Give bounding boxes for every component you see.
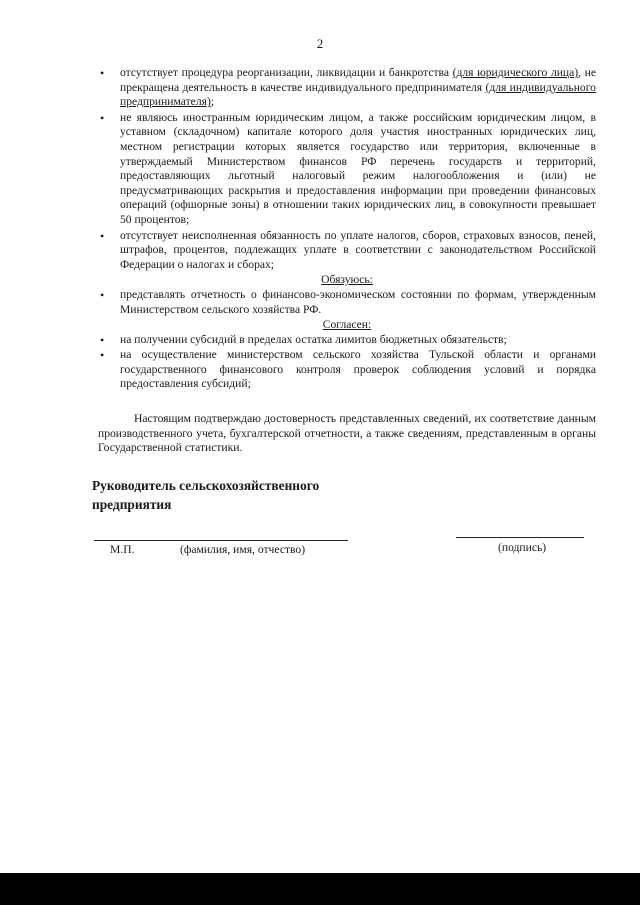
heading-obligate: Обязуюсь: xyxy=(321,273,373,287)
list-item xyxy=(98,66,596,110)
scan-bottom-edge xyxy=(0,873,640,905)
bullet-icon: • xyxy=(100,228,105,243)
bullet-icon: • xyxy=(100,332,105,347)
list-item xyxy=(98,333,596,348)
fio-signature-line xyxy=(94,540,348,541)
underlined-text: (для юридического лица) xyxy=(452,66,579,79)
item-text: на получении субсидий в пределах остатка лимитов бюджетных обязательств; xyxy=(120,332,507,346)
obligations-list xyxy=(98,288,596,317)
director-title-line1: Руководитель сельскохозяйственного xyxy=(92,478,320,493)
list-item xyxy=(98,111,596,228)
underlined-text: (для индивидуального предпринимателя) xyxy=(120,80,596,109)
heading-agree: Согласен: xyxy=(322,318,372,332)
bullet-icon: • xyxy=(100,287,105,302)
item-text: отсутствует процедура реорганизации, ликвидации и банкротства xyxy=(120,66,453,79)
director-title xyxy=(92,476,412,514)
consent-list xyxy=(98,333,596,392)
confirmation-paragraph: Настоящим подтверждаю достоверность представленных сведений, их соответствие данным производственного учета, бухгалтерской отчетности, а также сведениям, представленным в органы Государственной статистики. xyxy=(98,412,596,455)
item-text: отсутствует неисполненная обязанность по уплате налогов, сборов, страховых взносов, пеней, штрафов, процентов, подлежащих уплате в соответствии с законодательством Российской Федерации о налогах и сборах; xyxy=(120,228,596,271)
item-text: ; xyxy=(210,95,215,109)
list-item xyxy=(98,288,596,317)
bullet-icon: • xyxy=(100,110,105,125)
item-text: представлять отчетность о финансово-экономическом состоянии по формам, утвержденным Министерством сельского хозяйства РФ. xyxy=(120,287,596,316)
item-text: на осуществление министерством сельского хозяйства Тульской области и органами государственного финансового контроля проверок соблюдения условий и порядка предоставления субсидий; xyxy=(120,348,596,391)
bullet-icon: • xyxy=(100,66,105,80)
signature-line xyxy=(456,537,584,538)
bullet-icon: • xyxy=(100,348,105,363)
signature-label: (подпись) xyxy=(498,541,547,554)
director-title-line2: предприятия xyxy=(92,497,172,512)
page-number: 2 xyxy=(316,36,324,51)
list-item xyxy=(98,229,596,273)
item-text: не являюсь иностранным юридическим лицом, а также российским юридическим лицом, в уставном (складочном) капитале которого доля участия иностранных юридических лиц, местном регистрации которых является государство или территория, включенные в утверждаемый Министерством финансов РФ перечень государств и территорий, предоставляющих льготный налоговый режим налогообложения и (или) не предусматривающих раскрытия и предоставления информации при проведении финансовых операций (офшорные зоны) в отношении таких юридических лиц, в совокупности превышает 50 процентов; xyxy=(120,110,596,226)
fio-label: (фамилия, имя, отчество) xyxy=(180,543,306,556)
document-body xyxy=(98,66,596,467)
conditions-list xyxy=(98,66,596,272)
list-item xyxy=(98,348,596,392)
item-text: , не прекращена деятельность в качестве индивидуального предпринимателя xyxy=(120,66,596,94)
stamp-label: М.П. xyxy=(110,543,135,556)
